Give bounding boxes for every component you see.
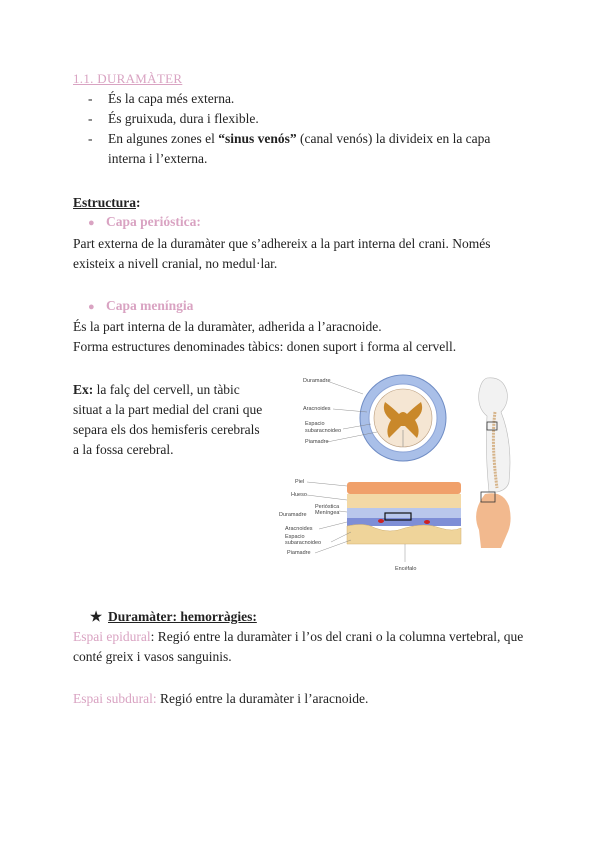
svg-text:Duramadre: Duramadre: [303, 378, 331, 384]
hemorragies-heading: ★ Duramàter: hemorràgies:: [90, 607, 257, 627]
svg-text:Piamadre: Piamadre: [305, 439, 329, 445]
capa-periostica-text: Part externa de la duramàter que s’adhereix a la part interna del crani. Només existeix a nivell cranial, no medul·lar.: [73, 236, 491, 271]
example-text: Ex: la falç del cervell, un tàbic situat a la part medial del crani que separa els dos hemisferis cerebrals a la fossa cerebral.: [73, 382, 263, 457]
svg-text:Perióstica: Perióstica: [315, 504, 340, 510]
svg-text:Piamadre: Piamadre: [287, 550, 311, 556]
svg-text:Duramadre: Duramadre: [279, 512, 307, 518]
svg-text:Encéfalo: Encéfalo: [395, 566, 417, 572]
capa-periostica-title: ● Capa perióstica:: [88, 214, 201, 229]
epidural-label: Espai epidural: [73, 629, 151, 644]
spinal-cord-diagram: [360, 375, 446, 461]
subdural-text: Espai subdural: Regió entre la duramàter i l’aracnoide.: [73, 691, 369, 706]
intro-list: [88, 89, 490, 169]
head-figure: [476, 492, 511, 548]
svg-text:Piel: Piel: [295, 479, 305, 485]
svg-text:Espacio: Espacio: [285, 534, 305, 540]
svg-text:Aracnoides: Aracnoides: [303, 406, 331, 412]
svg-text:Meníngea: Meníngea: [315, 510, 340, 516]
svg-text:subaracnoideo: subaracnoideo: [305, 428, 342, 434]
list-item: - És gruixuda, dura i flexible.: [88, 111, 259, 126]
spine-figure: [479, 378, 510, 492]
star-icon: ★: [90, 609, 103, 624]
svg-text:subaracnoideo: subaracnoideo: [285, 540, 322, 546]
section-title: 1.1. DURAMÀTER: [73, 71, 183, 86]
capa-meningia-text: És la part interna de la duramàter, adherida a l’aracnoide. Forma estructures denominades tàbics: donen suport i forma al cervell.: [73, 319, 457, 354]
list-item: - És la capa més externa.: [88, 91, 235, 106]
layers-diagram: [347, 482, 461, 544]
svg-text:Aracnoides: Aracnoides: [285, 526, 313, 532]
meninges-figure: [275, 372, 525, 572]
svg-text:Hueso: Hueso: [291, 492, 307, 498]
list-item: - En algunes zones el “sinus venós” (canal venós) la divideix en la capa: [88, 131, 491, 146]
svg-text:Espacio: Espacio: [305, 421, 325, 427]
epidural-text: Espai epidural: Regió entre la duramàter i l’os del crani o la columna vertebral, que conté greix i vasos sanguinis.: [73, 629, 524, 664]
subdural-label: Espai subdural:: [73, 691, 157, 706]
estructura-heading: Estructura:: [73, 195, 141, 210]
list-item-continued: interna i l’externa.: [108, 151, 208, 166]
capa-meningia-title: ● Capa meníngia: [88, 298, 194, 313]
